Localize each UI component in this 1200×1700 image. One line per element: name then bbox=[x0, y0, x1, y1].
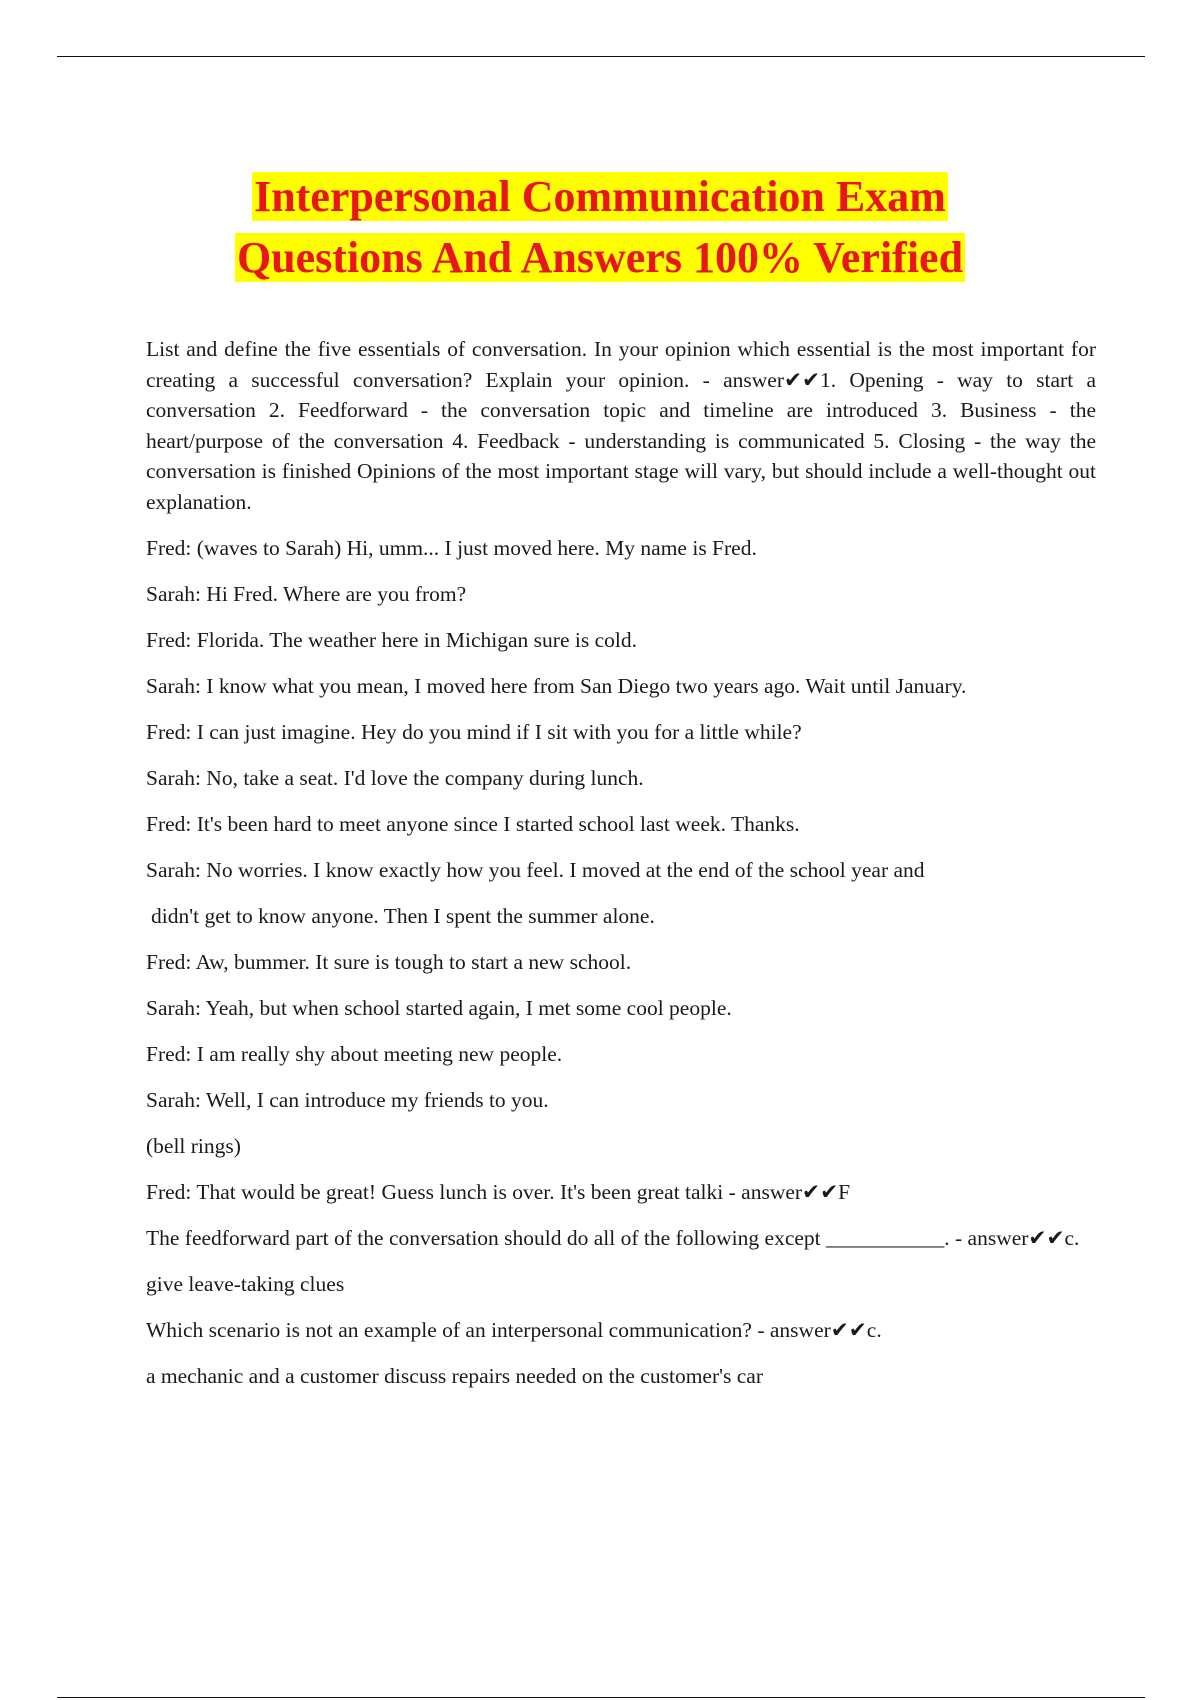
bottom-rule bbox=[57, 1697, 1145, 1698]
document-body bbox=[146, 334, 1096, 1407]
question-paragraph: List and define the five essentials of conversation. In your opinion which essential is the most important for creating a successful conversation? Explain your opinion. - answer✔✔1. Opening - way to start a conversation 2. Feedforward - the conversation topic and timeline are introduced 3. Business - the heart/purpose of the conversation 4. Feedback - understanding is communicated 5. Closing - the way the conversation is finished Opinions of the most important stage will vary, but should include a well-thought out explanation. bbox=[146, 337, 1096, 514]
title-line-2: Questions And Answers 100% Verified bbox=[236, 233, 964, 282]
answer-text: give leave-taking clues bbox=[146, 1272, 345, 1296]
dialogue-line: Fred: Florida. The weather here in Michigan sure is cold. bbox=[146, 628, 637, 652]
answer-line: Fred: That would be great! Guess lunch is over. It's been great talki - answer✔✔F bbox=[146, 1180, 851, 1204]
dialogue-line: Sarah: Well, I can introduce my friends to you. bbox=[146, 1088, 549, 1112]
question-paragraph: Which scenario is not an example of an interpersonal communication? - answer✔✔c. bbox=[146, 1318, 882, 1342]
dialogue-line: Sarah: No worries. I know exactly how you feel. I moved at the end of the school year and bbox=[146, 858, 925, 882]
dialogue-line: Fred: Aw, bummer. It sure is tough to start a new school. bbox=[146, 950, 632, 974]
dialogue-line: didn't get to know anyone. Then I spent the summer alone. bbox=[151, 904, 655, 928]
top-rule bbox=[57, 56, 1145, 57]
document-title bbox=[0, 166, 1200, 288]
title-line-1: Interpersonal Communication Exam bbox=[254, 172, 946, 221]
dialogue-line: Sarah: Hi Fred. Where are you from? bbox=[146, 582, 467, 606]
dialogue-line: Sarah: Yeah, but when school started again, I met some cool people. bbox=[146, 996, 732, 1020]
answer-text: a mechanic and a customer discuss repairs needed on the customer's car bbox=[146, 1364, 763, 1388]
dialogue-line: Fred: I am really shy about meeting new people. bbox=[146, 1042, 563, 1066]
dialogue-line: Fred: (waves to Sarah) Hi, umm... I just moved here. My name is Fred. bbox=[146, 536, 757, 560]
dialogue-line: Sarah: No, take a seat. I'd love the company during lunch. bbox=[146, 766, 644, 790]
dialogue-line: Fred: I can just imagine. Hey do you mind if I sit with you for a little while? bbox=[146, 720, 802, 744]
dialogue-line: Sarah: I know what you mean, I moved here from San Diego two years ago. Wait until January. bbox=[146, 674, 967, 698]
stage-direction: (bell rings) bbox=[146, 1134, 241, 1158]
dialogue-line: Fred: It's been hard to meet anyone since I started school last week. Thanks. bbox=[146, 812, 800, 836]
question-paragraph: The feedforward part of the conversation should do all of the following except ___________. - answer✔✔c. bbox=[146, 1226, 1080, 1250]
